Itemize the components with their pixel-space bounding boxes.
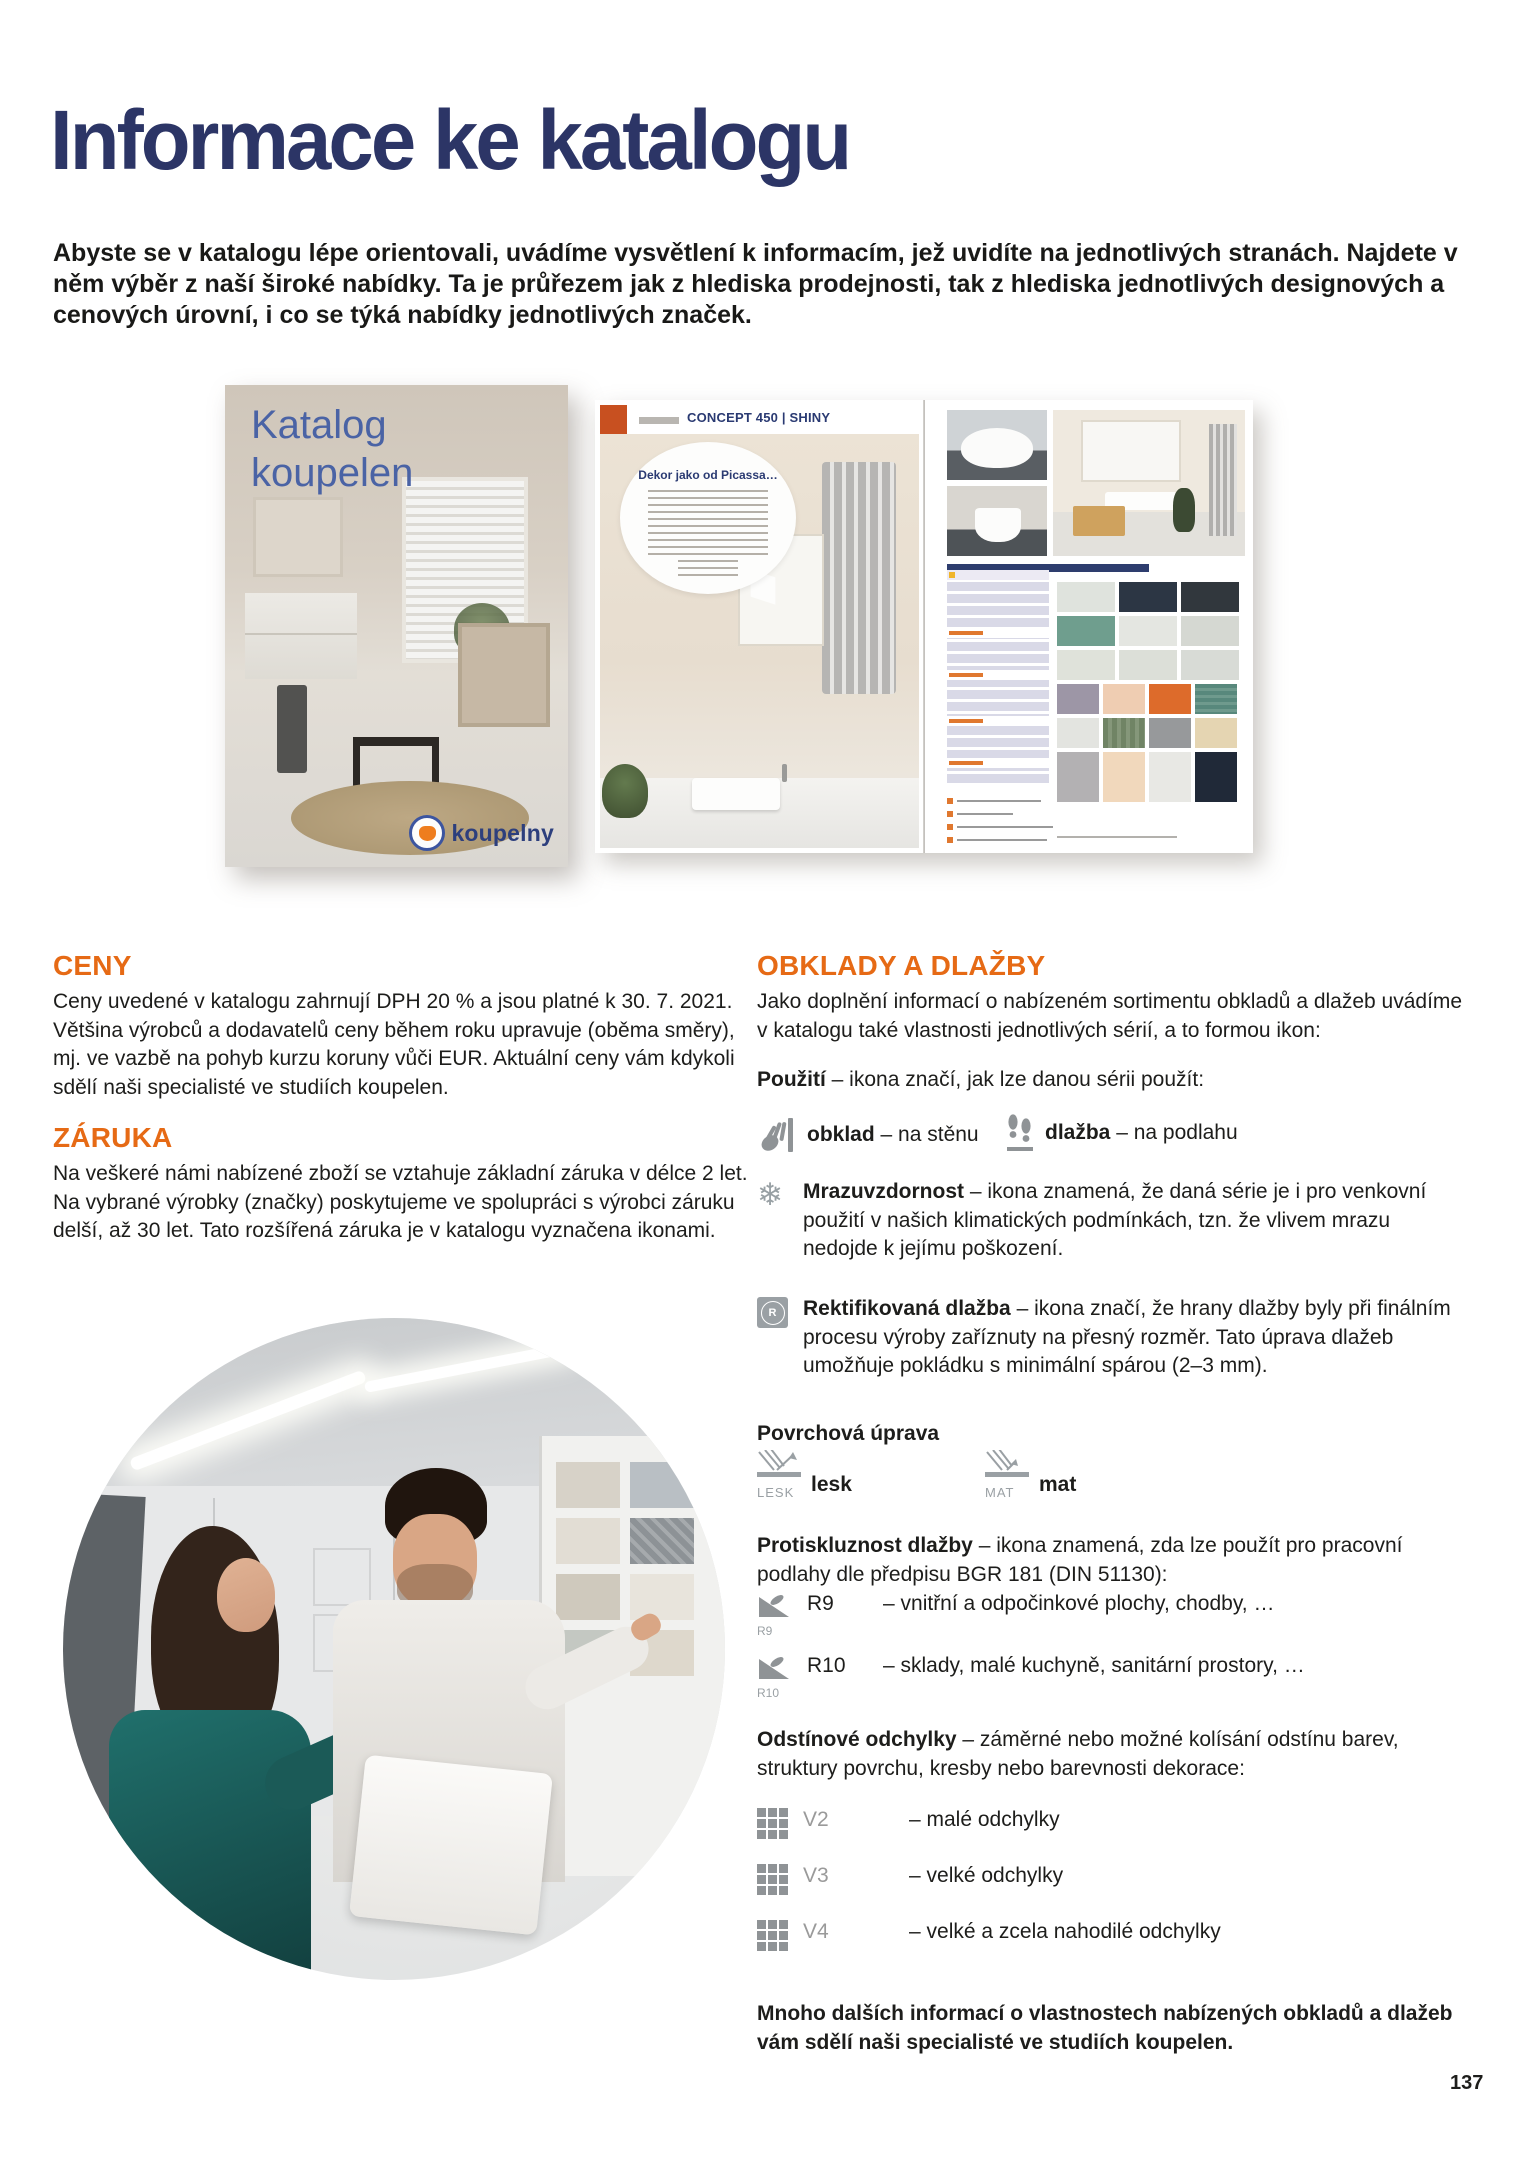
page-title: Informace ke katalogu bbox=[50, 93, 850, 187]
tile-swatch bbox=[1119, 616, 1177, 646]
grid-v4-icon bbox=[757, 1920, 803, 1951]
mat-label: mat bbox=[1039, 1472, 1077, 1496]
page-number: 137 bbox=[1450, 2072, 1484, 2094]
speech-bubble bbox=[620, 442, 796, 594]
table-section-row bbox=[947, 628, 1049, 638]
table-footnote bbox=[947, 811, 1013, 817]
obklady-heading: OBKLADY A DLAŽBY bbox=[757, 950, 1046, 981]
table-section-row bbox=[947, 758, 1049, 768]
bathroom-faucet bbox=[782, 764, 787, 782]
spread-left-photo bbox=[600, 434, 919, 848]
v4-desc: – velké a zcela nahodilé odchylky bbox=[909, 1920, 1221, 1943]
tile-swatch bbox=[1119, 650, 1177, 680]
grid-v2-icon bbox=[757, 1808, 803, 1839]
tile-swatch bbox=[1149, 752, 1191, 802]
woman-face bbox=[217, 1558, 275, 1632]
table-section-row bbox=[947, 716, 1049, 726]
fox-icon bbox=[409, 815, 445, 851]
catalog-cover-image bbox=[225, 385, 568, 867]
tile-swatch bbox=[1057, 752, 1099, 802]
table-footnote bbox=[947, 824, 1053, 830]
shade-v2-row bbox=[757, 1806, 1060, 1839]
table-section-row bbox=[947, 670, 1049, 680]
cover-title bbox=[251, 401, 413, 497]
antislip-r10-row bbox=[757, 1652, 1305, 1699]
tile-swatch bbox=[1119, 582, 1177, 612]
right-photo-mirror bbox=[1081, 420, 1181, 482]
v2-code: V2 bbox=[803, 1808, 829, 1831]
zaruka-heading: ZÁRUKA bbox=[53, 1122, 173, 1153]
slope-r9-icon: R9 bbox=[757, 1606, 807, 1637]
toilet-shape bbox=[975, 508, 1021, 542]
lesk-label: lesk bbox=[811, 1472, 852, 1496]
pouziti-bold: Použití bbox=[757, 1068, 826, 1091]
r9-icon-cell bbox=[757, 1590, 807, 1637]
obklady-intro: Jako doplnění informací o nabízeném sortimentu obkladů a dlažeb uvádíme v katalogu také vlastnosti jednotlivých sérií, a to formou ikon: bbox=[757, 990, 1463, 1042]
v4-code: V4 bbox=[803, 1920, 829, 1943]
tile-swatch bbox=[1057, 650, 1115, 680]
surface-heading: Povrchová úprava bbox=[757, 1422, 940, 1445]
tile-swatch bbox=[1149, 684, 1191, 714]
gloss-icon: LESK bbox=[757, 1450, 803, 1499]
tile-swatch bbox=[1181, 650, 1239, 680]
usage-dlazba bbox=[1005, 1112, 1238, 1154]
speech-bubble-title: Dekor jako od Picassa… bbox=[638, 468, 778, 482]
usage-dlazba-label: dlažba – na podlahu bbox=[1045, 1120, 1238, 1144]
frost-text: Mrazuvzdornost – ikona znamená, že daná série je i pro venkovní použití v našich klimatických podmínkách, tzn. že vlivem mrazu nedojde k jejímu poškození. bbox=[803, 1180, 1427, 1260]
bathroom-plant bbox=[602, 764, 648, 818]
floor-tile-icon bbox=[1005, 1112, 1035, 1154]
antislip-paragraph: Protiskluznost dlažby – ikona znamená, zda lze použít pro pracovní podlahy dle předpisu BGR 181 (DIN 51130): bbox=[757, 1534, 1403, 1586]
grid-v3-icon bbox=[757, 1864, 803, 1895]
v4-icon-cell bbox=[757, 1918, 803, 1951]
wall-tile-sample bbox=[313, 1548, 371, 1606]
shade-paragraph: Odstínové odchylky – záměrné nebo možné kolísání odstínu barev, struktury povrchu, kresby nebo barevnosti dekorace: bbox=[757, 1728, 1399, 1780]
swatch-caption-line bbox=[1057, 836, 1177, 838]
pouziti-line bbox=[757, 1066, 1463, 1095]
spread-right-photo bbox=[1053, 410, 1245, 556]
cover-shelf bbox=[458, 623, 550, 727]
pouziti-rest: – ikona značí, jak lze danou sérii použít: bbox=[825, 1068, 1205, 1091]
surface-lesk bbox=[757, 1450, 852, 1499]
tile-swatch bbox=[1103, 752, 1145, 802]
zaruka-body: Na veškeré námi nabízené zboží se vztahuje základní záruka v délce 2 let. Na vybrané výrobky (značky) poskytujeme ve spolupráci s výrobci záruku delší, až 30 let. Tato rozšířená záruka je v katalogu vyznačena ikonami. bbox=[53, 1162, 748, 1242]
showroom-photo bbox=[63, 1318, 725, 1980]
rectified-icon: R bbox=[757, 1297, 788, 1328]
tile-swatch bbox=[1181, 582, 1239, 612]
tile-swatch bbox=[1057, 684, 1099, 714]
usage-obklad-label: obklad – na stěnu bbox=[807, 1122, 979, 1146]
radiator bbox=[822, 462, 896, 694]
bathtub-shape bbox=[961, 428, 1033, 468]
bathtub-thumbnail bbox=[947, 410, 1047, 480]
intro-paragraph: Abyste se v katalogu lépe orientovali, uvádíme vysvětlení k informacím, jež uvidíte na jednotlivých stranách. Najdete v něm výběr z naší široké nabídky. Ta je průřezem jak z hlediska prodejnosti, tak z hlediska jednotlivých designových a cenových úrovní, i co se týká nabídky jednotlivých značek. bbox=[53, 239, 1458, 329]
v3-code: V3 bbox=[803, 1864, 829, 1887]
v2-icon-cell bbox=[757, 1806, 803, 1839]
tile-swatch bbox=[1181, 616, 1239, 646]
price-table-header bbox=[947, 570, 1049, 580]
r10-icon-cell bbox=[757, 1652, 807, 1699]
speech-bubble-text-lines-2 bbox=[678, 560, 738, 576]
tile-swatch bbox=[1103, 684, 1145, 714]
woman-teal-blouse bbox=[109, 1710, 311, 1980]
koupelny-logo bbox=[409, 815, 554, 851]
tile-swatch-grid bbox=[1057, 582, 1245, 830]
matt-icon: MAT bbox=[985, 1450, 1031, 1499]
tile-swatch bbox=[1103, 718, 1145, 748]
wall-tile-icon bbox=[757, 1116, 797, 1154]
rectified-row bbox=[757, 1295, 1463, 1381]
toilet-thumbnail bbox=[947, 486, 1047, 556]
right-photo-radiator bbox=[1209, 424, 1237, 536]
rectified-text: Rektifikovaná dlažba – ikona značí, že hrany dlažby byly při finálním procesu výroby zaříznuty na přesný rozměr. Tato úprava dlažeb umožňuje pokládku s minimální spárou (2–3 mm). bbox=[803, 1297, 1451, 1377]
cover-title-line1: Katalog bbox=[251, 403, 387, 447]
cover-title-line2: koupelen bbox=[251, 451, 414, 495]
tile-swatch bbox=[1195, 684, 1237, 714]
obklady-footer: Mnoho dalších informací o vlastnostech nabízených obkladů a dlažeb vám sdělí naši specialisté ve studiích koupelen. bbox=[757, 2002, 1453, 2054]
r9-code: R9 bbox=[807, 1592, 834, 1615]
price-table bbox=[947, 582, 1049, 786]
r10-desc: – sklady, malé kuchyně, sanitární prostory, … bbox=[883, 1654, 1305, 1677]
shade-v3-row bbox=[757, 1862, 1063, 1895]
swatch-label-bar bbox=[1053, 564, 1149, 572]
speech-bubble-text-lines bbox=[648, 490, 768, 556]
ceny-heading: CENY bbox=[53, 950, 132, 981]
v2-desc: – malé odchylky bbox=[909, 1808, 1060, 1831]
antislip-r9-row bbox=[757, 1590, 1274, 1637]
frost-icon-cell bbox=[757, 1177, 803, 1213]
shade-v4-row bbox=[757, 1918, 1221, 1951]
table-footnote bbox=[947, 837, 1047, 843]
ceny-body: Ceny uvedené v katalogu zahrnují DPH 20 % a jsou platné k 30. 7. 2021. Většina výrobců a dodavatelů ceny během roku upravuje (oběma směry), mj. ve vazbě na pohyb kurzu koruny vůči EUR. Aktuální ceny vám kdykoli sdělí naši specialisté ve studiích koupelen. bbox=[53, 990, 735, 1099]
surface-mat bbox=[985, 1450, 1076, 1499]
slope-r10-icon: R10 bbox=[757, 1668, 807, 1699]
tile-swatch bbox=[1057, 582, 1115, 612]
r9-desc: – vnitřní a odpočinkové plochy, chodby, … bbox=[883, 1592, 1275, 1615]
usage-obklad bbox=[757, 1116, 979, 1154]
right-photo-plant bbox=[1173, 488, 1195, 532]
v3-icon-cell bbox=[757, 1862, 803, 1895]
bathroom-sink bbox=[692, 778, 780, 810]
catalog-spread-image bbox=[595, 400, 1253, 853]
tile-swatch bbox=[1149, 718, 1191, 748]
right-photo-wood-drawer bbox=[1073, 506, 1125, 536]
rectified-icon-cell bbox=[757, 1295, 803, 1328]
spread-pre-header-bar bbox=[639, 417, 679, 424]
tile-swatch bbox=[1195, 752, 1237, 802]
tile-swatch bbox=[1057, 616, 1115, 646]
v3-desc: – velké odchylky bbox=[909, 1864, 1064, 1887]
spread-fold-line bbox=[923, 400, 925, 853]
tile-swatch bbox=[1057, 718, 1099, 748]
tile-swatch bbox=[1195, 718, 1237, 748]
cover-vanity bbox=[245, 593, 357, 679]
koupelny-logo-text: koupelny bbox=[451, 819, 554, 846]
cover-towel bbox=[277, 685, 307, 773]
r10-code: R10 bbox=[807, 1654, 846, 1677]
table-footnote bbox=[947, 798, 1041, 804]
snowflake-icon: ❄ bbox=[757, 1177, 783, 1213]
frost-row bbox=[757, 1178, 1463, 1264]
white-sink-box bbox=[349, 1755, 553, 1936]
spread-series-header: CONCEPT 450 | SHINY bbox=[687, 410, 831, 425]
cover-mirror bbox=[253, 497, 343, 577]
